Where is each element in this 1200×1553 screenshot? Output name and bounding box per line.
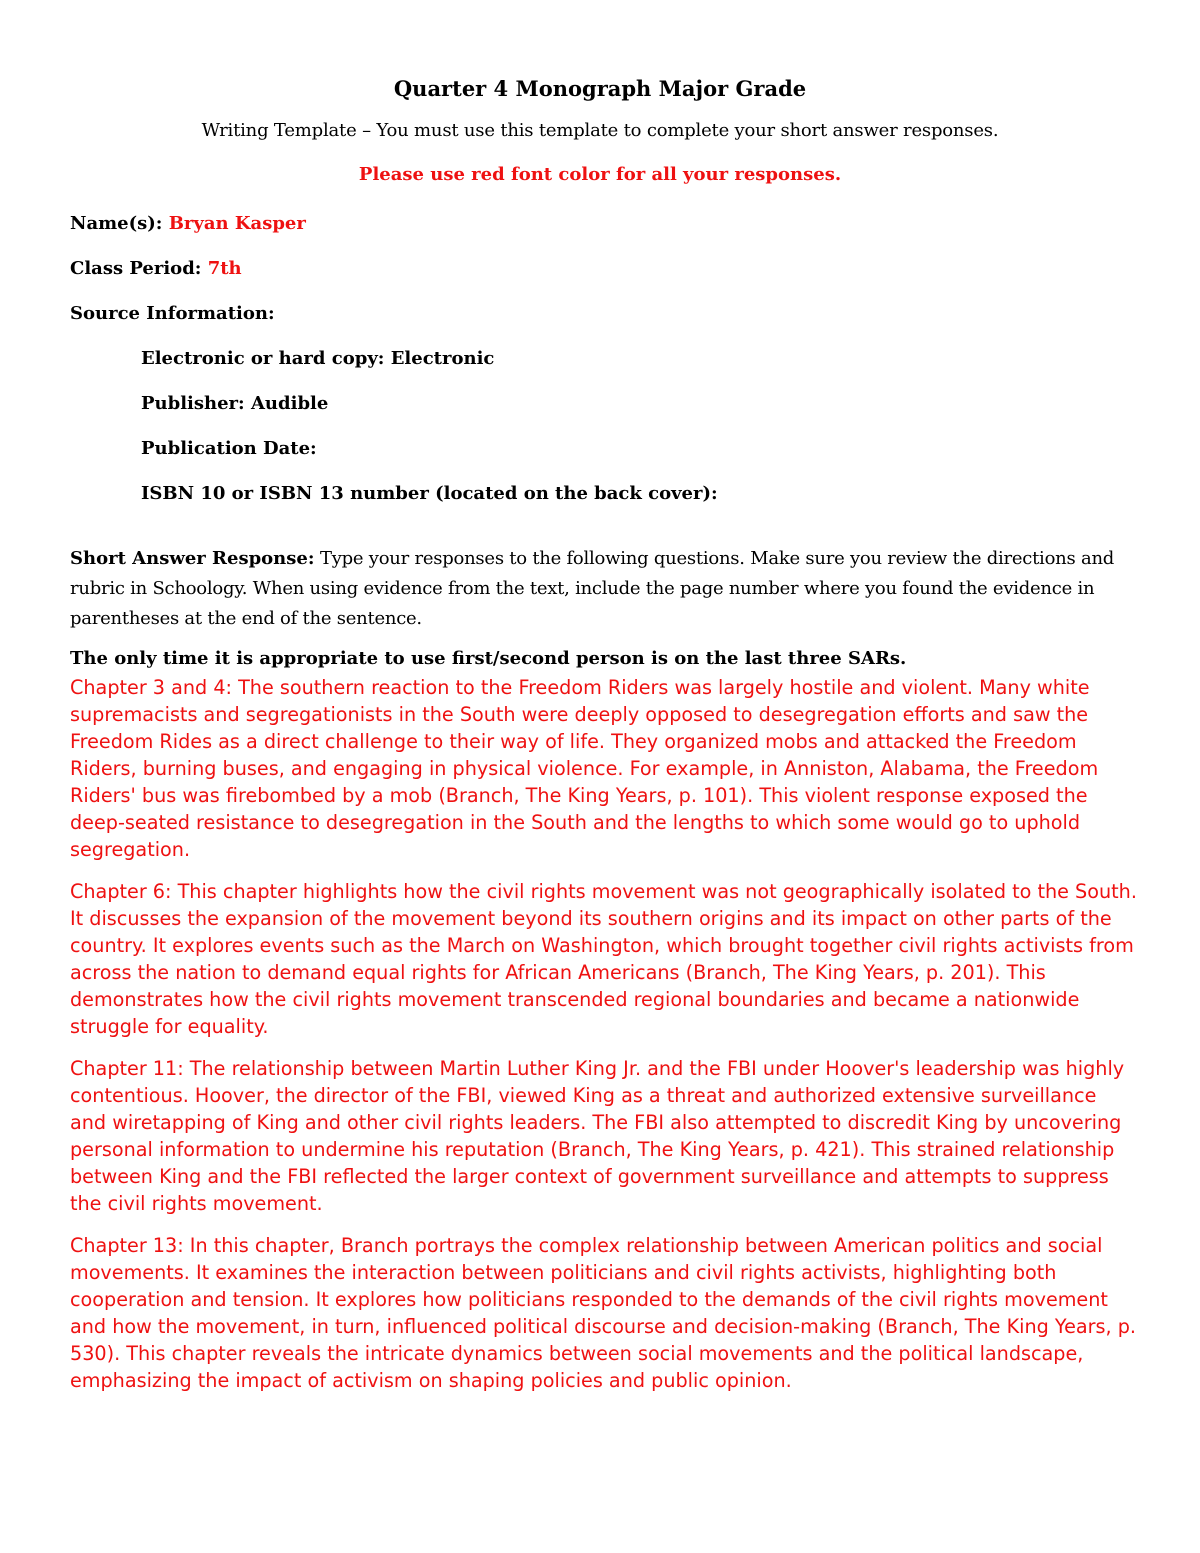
answer-chapter-6: Chapter 6: This chapter highlights how the civil rights movement was not geographically isolated to the South. It discusses the expansion of the movement beyond its southern origins and its impact on other parts of the country. It explores events such as the March on Washington, which brought together civil rights activists from across the nation to demand equal rights for African Americans (Branch, The King Years, p. 201). This demonstrates how the civil rights movement transcended regional boundaries and became a nationwide struggle for equality. <box>70 880 1137 1038</box>
answer-chapter-13: Chapter 13: In this chapter, Branch portrays the complex relationship between American politics and social movements. It examines the interaction between politicians and civil rights activists, highlighting both cooperation and tension. It explores how politicians responded to the demands of the civil rights movement and how the movement, in turn, influenced political discourse and decision-making (Branch, The King Years, p. 530). This chapter reveals the intricate dynamics between social movements and the political landscape, emphasizing the impact of activism on shaping policies and public opinion. <box>70 1234 1137 1392</box>
publisher-value: Audible <box>250 393 329 414</box>
isbn-field: ISBN 10 or ISBN 13 number (located on the back cover): <box>141 483 718 504</box>
document-page <box>70 70 1137 1392</box>
class-period-field <box>70 256 242 282</box>
answer-chapter-3-4: Chapter 3 and 4: The southern reaction to the Freedom Riders was largely hostile and violent. Many white supremacists and segregationists in the South were deeply opposed to desegregation efforts and saw the Freedom Rides as a direct challenge to their way of life. They organized mobs and attacked the Freedom Riders, burning buses, and engaging in physical violence. For example, in Anniston, Alabama, the Freedom Riders' bus was firebombed by a mob (Branch, The King Years, p. 101). This violent response exposed the deep-seated resistance to desegregation in the South and the lengths to which some would go to uphold segregation. <box>70 676 1099 861</box>
short-answer-text: Type your responses to the following questions. Make sure you review the directions and rubric in Schoology. When using evidence from the text, include the page number where you found the evidence in parentheses at the end of the sentence. <box>70 548 1115 629</box>
class-period-value: 7th <box>207 258 242 279</box>
class-period-label: Class Period: <box>70 258 202 279</box>
name-field <box>70 211 306 237</box>
red-font-instruction: Please use red font color for all your responses. <box>358 164 842 185</box>
publisher-field <box>141 391 328 417</box>
publication-date-field: Publication Date: <box>141 438 317 459</box>
document-title: Quarter 4 Monograph Major Grade <box>393 76 807 101</box>
answers-section <box>70 674 1138 1409</box>
name-label: Name(s): <box>70 213 163 234</box>
format-field <box>141 346 494 372</box>
template-subtitle: Writing Template – You must use this template to complete your short answer responses. <box>201 120 999 141</box>
answer-chapter-11: Chapter 11: The relationship between Martin Luther King Jr. and the FBI under Hoover's leadership was highly contentious. Hoover, the director of the FBI, viewed King as a threat and authorized extensive surveillance and wiretapping of King and other civil rights leaders. The FBI also attempted to discredit King by uncovering personal information to undermine his reputation (Branch, The King Years, p. 421). This strained relationship between King and the FBI reflected the larger context of government surveillance and attempts to suppress the civil rights movement. <box>70 1057 1125 1215</box>
format-value: Electronic <box>390 348 495 369</box>
short-answer-directions <box>70 544 1130 634</box>
short-answer-label: Short Answer Response: <box>70 548 315 569</box>
person-rule: The only time it is appropriate to use first/second person is on the last three SARs. <box>70 648 907 669</box>
format-label: Electronic or hard copy: <box>141 348 385 369</box>
publisher-label: Publisher: <box>141 393 245 414</box>
name-value: Bryan Kasper <box>168 213 306 234</box>
source-information-heading: Source Information: <box>70 303 275 324</box>
